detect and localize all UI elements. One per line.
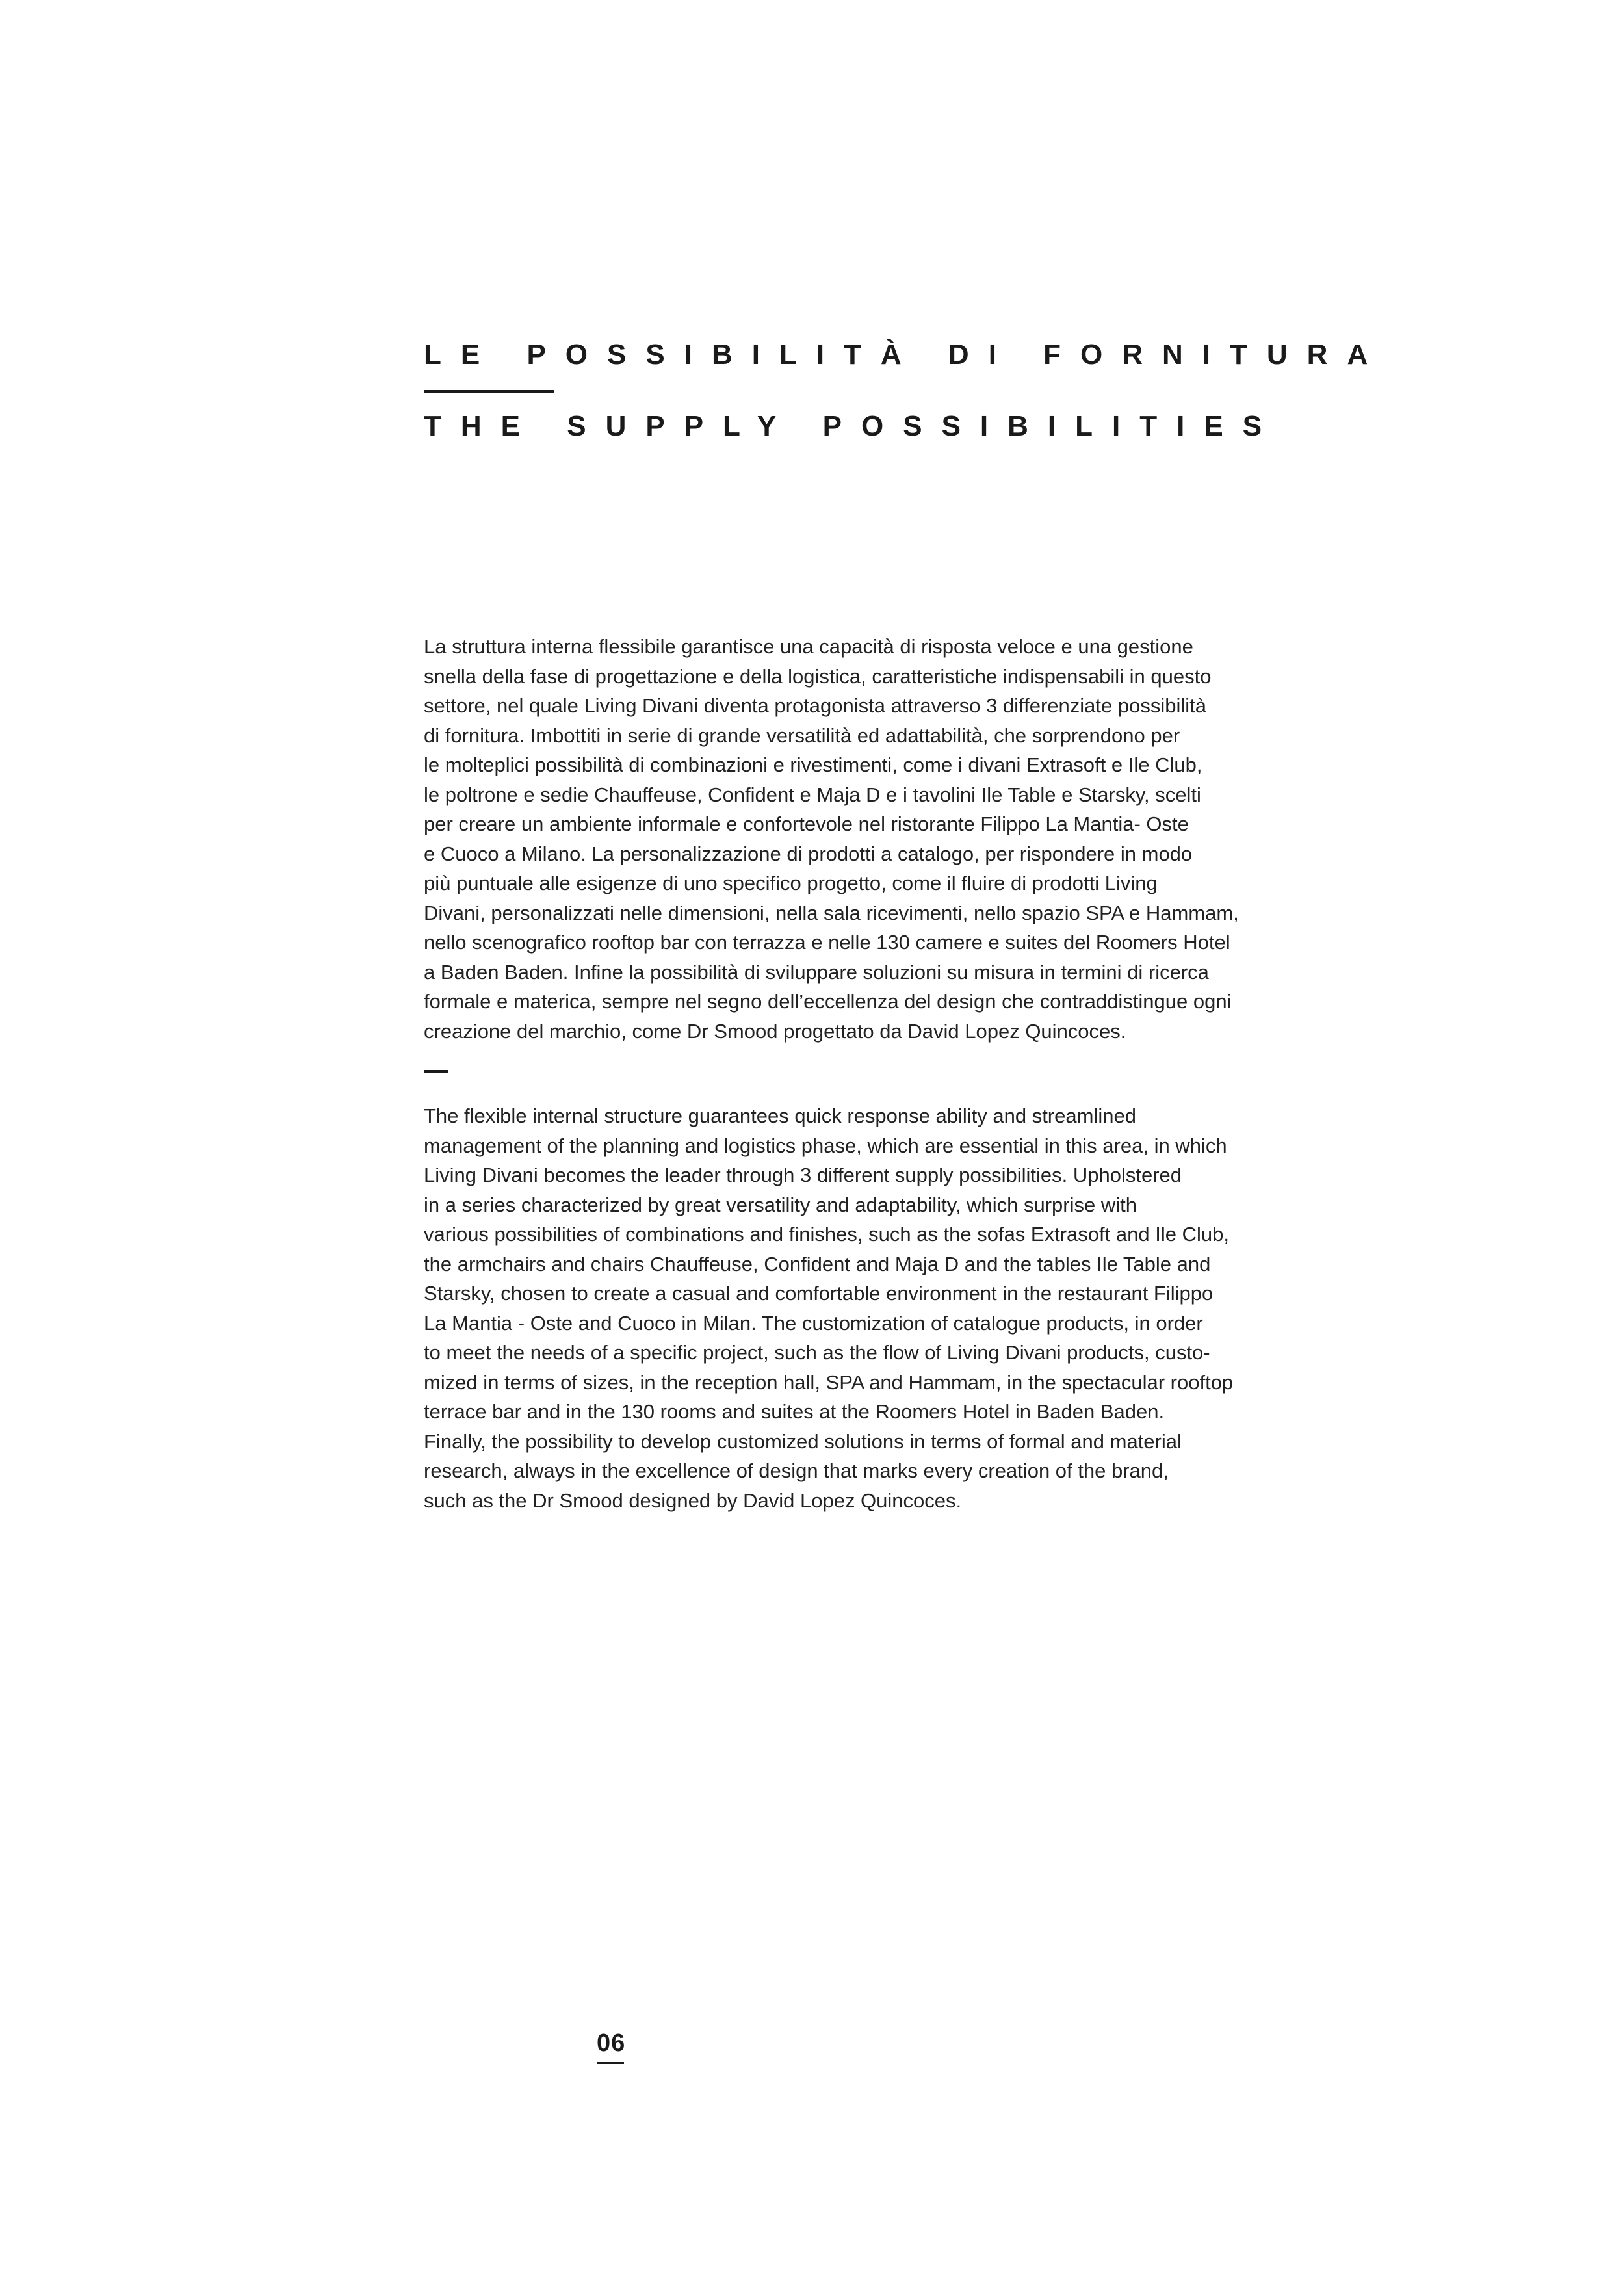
- italian-paragraph: [424, 632, 1301, 1046]
- text-line: The flexible internal structure guarantees quick response ability and streamlined: [424, 1104, 1136, 1127]
- text-line: various possibilities of combinations and finishes, such as the sofas Extrasoft and Ile Club,: [424, 1223, 1229, 1246]
- text-line: such as the Dr Smood designed by David Lopez Quincoces.: [424, 1489, 962, 1512]
- text-line: creazione del marchio, come Dr Smood progettato da David Lopez Quincoces.: [424, 1019, 1126, 1043]
- text-line: terrace bar and in the 130 rooms and suites at the Roomers Hotel in Baden Baden.: [424, 1400, 1165, 1423]
- text-line: La struttura interna flessibile garantisce una capacità di risposta veloce e una gestione: [424, 635, 1193, 658]
- text-line: formale e materica, sempre nel segno dell’eccellenza del design che contraddistingue ogni: [424, 990, 1232, 1013]
- text-line: research, always in the excellence of design that marks every creation of the brand,: [424, 1459, 1169, 1482]
- text-line: La Mantia - Oste and Cuoco in Milan. The customization of catalogue products, in order: [424, 1311, 1203, 1335]
- page-number-underline: [597, 2062, 624, 2064]
- text-line: management of the planning and logistics phase, which are essential in this area, in which: [424, 1134, 1227, 1157]
- text-line: di fornitura. Imbottiti in serie di grande versatilità ed adattabilità, che sorprendono per: [424, 724, 1180, 747]
- text-line: Starsky, chosen to create a casual and comfortable environment in the restaurant Filippo: [424, 1282, 1214, 1305]
- text-line: settore, nel quale Living Divani diventa protagonista attraverso 3 differenziate possibilità: [424, 694, 1206, 717]
- language-separator-dash: [424, 1070, 448, 1073]
- text-line: Living Divani becomes the leader through 3 different supply possibilities. Upholstered: [424, 1164, 1182, 1186]
- text-line: snella della fase di progettazione e della logistica, caratteristiche indispensabili in questo: [424, 664, 1212, 688]
- text-line: in a series characterized by great versatility and adaptability, which surprise with: [424, 1193, 1137, 1216]
- text-line: più puntuale alle esigenze di uno specifico progetto, come il fluire di prodotti Living: [424, 872, 1158, 894]
- text-line: nello scenografico rooftop bar con terrazza e nelle 130 camere e suites del Roomers Hotel: [424, 931, 1230, 954]
- text-line: the armchairs and chairs Chauffeuse, Confident and Maja D and the tables Ile Table and: [424, 1252, 1211, 1275]
- text-line: Divani, personalizzati nelle dimensioni, nella sala ricevimenti, nello spazio SPA e Hammam,: [424, 901, 1239, 924]
- heading-italian: LE POSSIBILITÀ DI FORNITURA: [424, 339, 1388, 371]
- heading-english: THE SUPPLY POSSIBILITIES: [424, 410, 1282, 442]
- text-line: per creare un ambiente informale e confortevole nel ristorante Filippo La Mantia- Oste: [424, 813, 1189, 835]
- heading-divider: [424, 390, 554, 393]
- text-line: e Cuoco a Milano. La personalizzazione di prodotti a catalogo, per rispondere in modo: [424, 842, 1193, 865]
- page-number: 06: [597, 2029, 626, 2057]
- text-line: le molteplici possibilità di combinazioni e rivestimenti, come i divani Extrasoft e Ile Club,: [424, 753, 1202, 776]
- text-line: to meet the needs of a specific project, such as the flow of Living Divani products, custo-: [424, 1341, 1210, 1364]
- text-line: mized in terms of sizes, in the reception hall, SPA and Hammam, in the spectacular rooftop: [424, 1370, 1234, 1394]
- text-line: le poltrone e sedie Chauffeuse, Confident e Maja D e i tavolini Ile Table e Starsky, scelti: [424, 783, 1201, 806]
- text-line: a Baden Baden. Infine la possibilità di sviluppare soluzioni su misura in termini di ricerca: [424, 960, 1209, 984]
- text-line: Finally, the possibility to develop customized solutions in terms of formal and material: [424, 1429, 1182, 1453]
- english-paragraph: [424, 1101, 1301, 1515]
